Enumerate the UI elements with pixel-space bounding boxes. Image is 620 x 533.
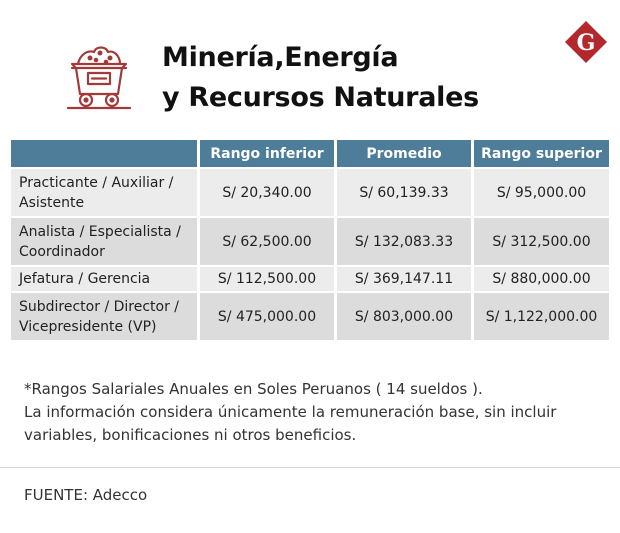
- header-superior: Rango superior: [471, 140, 609, 167]
- promedio-cell: S/ 803,000.00: [334, 291, 471, 340]
- footnote: [24, 378, 604, 447]
- header-role: [11, 140, 197, 167]
- inferior-cell: S/ 62,500.00: [197, 216, 334, 265]
- promedio-cell: S/ 60,139.33: [334, 167, 471, 216]
- superior-cell: S/ 880,000.00: [471, 265, 609, 291]
- salary-table: [11, 140, 609, 340]
- promedio-cell: S/ 132,083.33: [334, 216, 471, 265]
- title-line-2: y Recursos Naturales: [162, 82, 479, 113]
- role-line-2: Vicepresidente (VP): [19, 318, 157, 335]
- role-line-1: Practicante / Auxiliar /: [19, 174, 174, 191]
- role-cell: [11, 167, 197, 216]
- title-line-1: Minería,Energía: [162, 42, 399, 73]
- role-line-2: Coordinador: [19, 243, 105, 260]
- role-line-1: Analista / Especialista /: [19, 223, 181, 240]
- footnote-line-2: La información considera únicamente la remuneración base, sin incluir: [24, 403, 557, 421]
- inferior-cell: S/ 475,000.00: [197, 291, 334, 340]
- role-cell: [11, 265, 197, 291]
- superior-cell: S/ 95,000.00: [471, 167, 609, 216]
- mining-cart-icon: [66, 40, 132, 112]
- role-line-2: Asistente: [19, 194, 85, 211]
- page-title: [162, 38, 479, 118]
- logo-letter: G: [576, 30, 596, 56]
- role-line-1: Subdirector / Director /: [19, 298, 180, 315]
- source-credit: FUENTE: Adecco: [24, 486, 148, 504]
- table-row: [11, 216, 609, 265]
- table-row: [11, 167, 609, 216]
- promedio-cell: S/ 369,147.11: [334, 265, 471, 291]
- role-line-1: Jefatura / Gerencia: [19, 271, 151, 287]
- header-inferior: Rango inferior: [197, 140, 334, 167]
- footnote-line-3: variables, bonificaciones ni otros beneficios.: [24, 426, 357, 444]
- footnote-line-1: *Rangos Salariales Anuales en Soles Peruanos ( 14 sueldos ).: [24, 380, 483, 398]
- inferior-cell: S/ 112,500.00: [197, 265, 334, 291]
- table-row: [11, 265, 609, 291]
- role-cell: [11, 216, 197, 265]
- role-cell: [11, 291, 197, 340]
- superior-cell: S/ 1,122,000.00: [471, 291, 609, 340]
- inferior-cell: S/ 20,340.00: [197, 167, 334, 216]
- superior-cell: S/ 312,500.00: [471, 216, 609, 265]
- divider: [0, 467, 620, 468]
- brand-logo: [564, 20, 608, 64]
- header-promedio: Promedio: [334, 140, 471, 167]
- table-row: [11, 291, 609, 340]
- table-header-row: [11, 140, 609, 167]
